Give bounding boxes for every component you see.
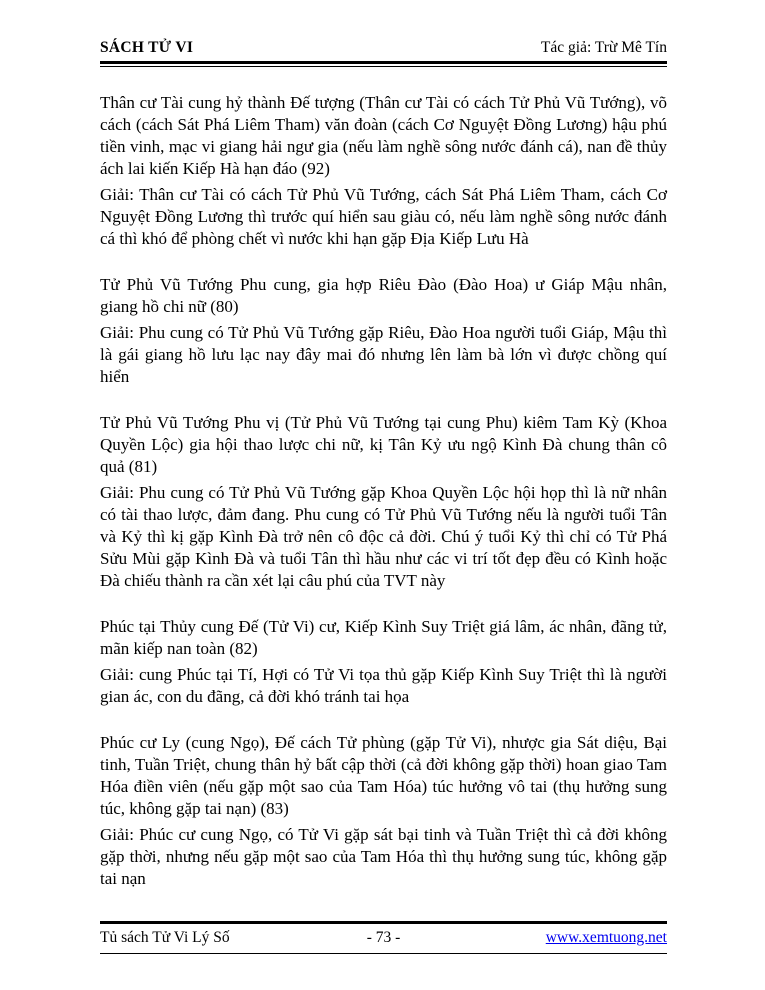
statement-81: Tử Phủ Vũ Tướng Phu vị (Tử Phủ Vũ Tướng tại cung Phu) kiêm Tam Kỳ (Khoa Quyền Lộc) gia hội thao lược chi nữ, kị Tân Kỷ ưu ngộ Kình Đà chung thân cô quả (81) (100, 413, 667, 476)
statement-92: Thân cư Tài cung hỷ thành Đế tượng (Thân cư Tài có cách Tử Phủ Vũ Tướng), võ cách (cách Sát Phá Liêm Tham) văn đoàn (cách Cơ Nguyệt Đồng Lương) hậu phú tiền vinh, mạc vi giang hải ngư gia (nếu làm nghề sông nước đánh cá), nan đề thủy ách lai kiến Kiếp Hà hạn đáo (92) (100, 93, 667, 178)
page-number: - 73 - (366, 929, 401, 946)
author-credit: Tác giả: Trừ Mê Tín (540, 39, 667, 56)
verse-group-83 (100, 732, 667, 890)
giai-80: Giải: Phu cung có Tử Phủ Vũ Tướng gặp Riêu, Đào Hoa người tuổi Giáp, Mậu thì là gái giang hồ lưu lạc nay đây mai đó nhưng lên làm bà lớn vì được chồng quí hiển (100, 323, 667, 386)
website-link[interactable]: www.xemtuong.net (545, 929, 667, 946)
verse-group-80 (100, 274, 667, 388)
verse-group-81 (100, 412, 667, 592)
giai-82: Giải: cung Phúc tại Tí, Hợi có Tử Vi tọa thủ gặp Kiếp Kình Suy Triệt thì là người gian ác, con du đãng, cả đời khó tránh tai họa (100, 665, 667, 706)
statement-80: Tử Phủ Vũ Tướng Phu cung, gia hợp Riêu Đào (Đào Hoa) ư Giáp Mậu nhân, giang hồ chi nữ (80) (100, 275, 667, 316)
page-header (100, 38, 667, 58)
giai-81: Giải: Phu cung có Tử Phủ Vũ Tướng gặp Khoa Quyền Lộc hội họp thì là nữ nhân có tài thao lược, đảm đang. Phu cung có Tử Phủ Vũ Tướng nếu là người tuổi Tân và Kỷ thì kị gặp Kình Đà trở nên cô độc cả đời. Chú ý tuổi Kỷ thì chỉ có Tử Phá Sửu Mùi gặp Kình Đà và tuổi Tân thì hầu như các vi trí tốt đẹp đều có Kình hoặc Đà chiếu thành ra cần xét lại câu phú của TVT này (100, 483, 667, 590)
page-body (100, 92, 667, 890)
verse-group-92 (100, 92, 667, 250)
giai-83: Giải: Phúc cư cung Ngọ, có Tử Vi gặp sát bại tinh và Tuần Triệt thì cả đời không gặp thời, nhưng nếu gặp một sao của Tam Hóa thì thụ hưởng sung túc, không gặp tai nạn (100, 825, 667, 888)
statement-83: Phúc cư Ly (cung Ngọ), Đế cách Tử phùng (gặp Tử Vi), nhược gia Sát diệu, Bại tinh, Tuần Triệt, chung thân hỷ bất cập thời (cả đời không gặp thời) hoan giao Tam Hóa điền viên (nếu gặp một sao của Tam Hóa) túc hưởng vô tai (thụ hưởng sung túc, không gặp tai nạn) (83) (100, 733, 667, 818)
page-footer (100, 921, 667, 954)
series-title: Tủ sách Tử Vi Lý Số (100, 929, 230, 946)
header-divider (100, 61, 667, 67)
statement-82: Phúc tại Thủy cung Đế (Tử Vi) cư, Kiếp Kình Suy Triệt giá lâm, ác nhân, đãng tử, mãn kiếp nan toàn (82) (100, 617, 667, 658)
giai-92: Giải: Thân cư Tài có cách Tử Phủ Vũ Tướng, cách Sát Phá Liêm Tham, cách Cơ Nguyệt Đồng Lương thì trước quí hiển sau giàu có, nếu làm nghề sông nước đánh cá thì khó để phòng chết vì nước khi hạn gặp Địa Kiếp Lưu Hà (100, 185, 667, 248)
footer-row (100, 924, 667, 954)
verse-group-82 (100, 616, 667, 708)
book-title: SÁCH TỬ VI (100, 39, 194, 56)
